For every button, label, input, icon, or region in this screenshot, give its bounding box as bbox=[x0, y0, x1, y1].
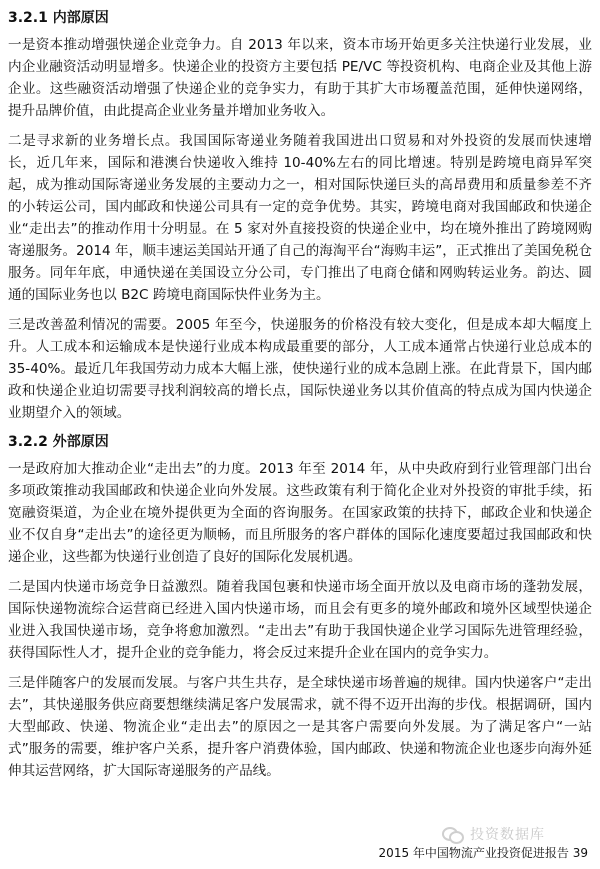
section-heading-internal: 3.2.1 内部原因 bbox=[8, 10, 109, 26]
paragraph: 二是国内快递市场竞争日益激烈。随着我国包裹和快递市场全面开放以及电商市场的蓬勃发展，国际快递物流综合运营商已经进入国内快递市场，而且会有更多的境外邮政和境外区域型快递企业进入我国快递市场，竞争将愈加激烈。“走出去”有助于我国快递企业学习国际先进管理经验，获得国际性人才，提升企业的竞争能力，将会反过来提升企业在国内的竞争实力。 bbox=[8, 579, 592, 661]
paragraph: 二是寻求新的业务增长点。我国国际寄递业务随着我国进出口贸易和对外投资的发展而快速增长，近几年来，国际和港澳台快递收入维持 10-40%左右的同比增速。特别是跨境电商异军突起，成为推动国际寄递业务发展的主要动力之一，相对国际快递巨头的高昂费用和质量参差不齐的小转运公司，国内邮政和快递公司具有一定的竞争优势。其实，跨境电商对我国邮政和快递企业“走出去”的推动作用十分明显。在 5 家对外直接投资的快递企业中，均在境外推出了跨境网购寄递服务。2014 年，顺丰速运美国站开通了自己的海淘平台“海购丰运”，正式推出了美国免税仓服务。同年年底，申通快递在美国设立分公司，专门推出了电商仓储和网购转运业务。韵达、圆通的国际业务也以 B2C 跨境电商国际快件业务为主。 bbox=[8, 133, 592, 303]
paragraph: 三是伴随客户的发展而发展。与客户共生共存，是全球快递市场普遍的规律。国内快递客户“走出去”，其快递服务供应商要想继续满足客户发展需求，就不得不迈开出海的步伐。根据调研，国内大型邮政、快递、物流企业“走出去”的原因之一是其客户需要向外发展。为了满足客户“一站式”服务的需要，维护客户关系，提升客户消费体验，国内邮政、快递和物流企业也逐步向海外延伸其运营网络，扩大国际寄递服务的产品线。 bbox=[8, 675, 592, 779]
section-heading-external: 3.2.2 外部原因 bbox=[8, 434, 109, 450]
page-body bbox=[8, 8, 592, 790]
paragraph: 三是改善盈利情况的需要。2005 年至今，快递服务的价格没有较大变化，但是成本却大幅度上升。人工成本和运输成本是快递行业成本构成最重要的部分，人工成本通常占快递行业总成本的 35-40%。最近几年我国劳动力成本大幅上涨，使快递行业的成本急剧上涨。在此背景下，国内邮政和快递企业迫切需要寻找利润较高的增长点，国际快递业务以其价值高的特点成为国内快递企业期望介入的领域。 bbox=[8, 317, 592, 421]
page-footer: 2015 年中国物流产业投资促进报告 39 bbox=[378, 846, 588, 860]
paragraph: 一是资本推动增强快递企业竞争力。自 2013 年以来，资本市场开始更多关注快递行业发展，业内企业融资活动明显增多。快递企业的投资方主要包括 PE/VC 等投资机构、电商企业及其他上游企业。这些融资活动增强了快递企业的竞争实力，有助于其扩大市场覆盖范围，延伸快递网络，提升品牌价值，由此提高企业业务量并增加业务收入。 bbox=[8, 37, 592, 119]
watermark-text: 投资数据库 bbox=[470, 827, 545, 843]
watermark bbox=[442, 824, 545, 844]
wechat-logo-icon bbox=[442, 825, 464, 843]
paragraph: 一是政府加大推动企业“走出去”的力度。2013 年至 2014 年，从中央政府到行业管理部门出台多项政策推动我国邮政和快递企业向外发展。这些政策有利于简化企业对外投资的审批手续，拓宽融资渠道，为企业在境外提供更为全面的咨询服务。在国家政策的扶持下，邮政企业和快递企业不仅自身“走出去”的途径更为顺畅，而且所服务的客户群体的国际化速度要超过我国邮政和快递企业，这些都为快递行业创造了良好的国际化发展机遇。 bbox=[8, 461, 592, 565]
